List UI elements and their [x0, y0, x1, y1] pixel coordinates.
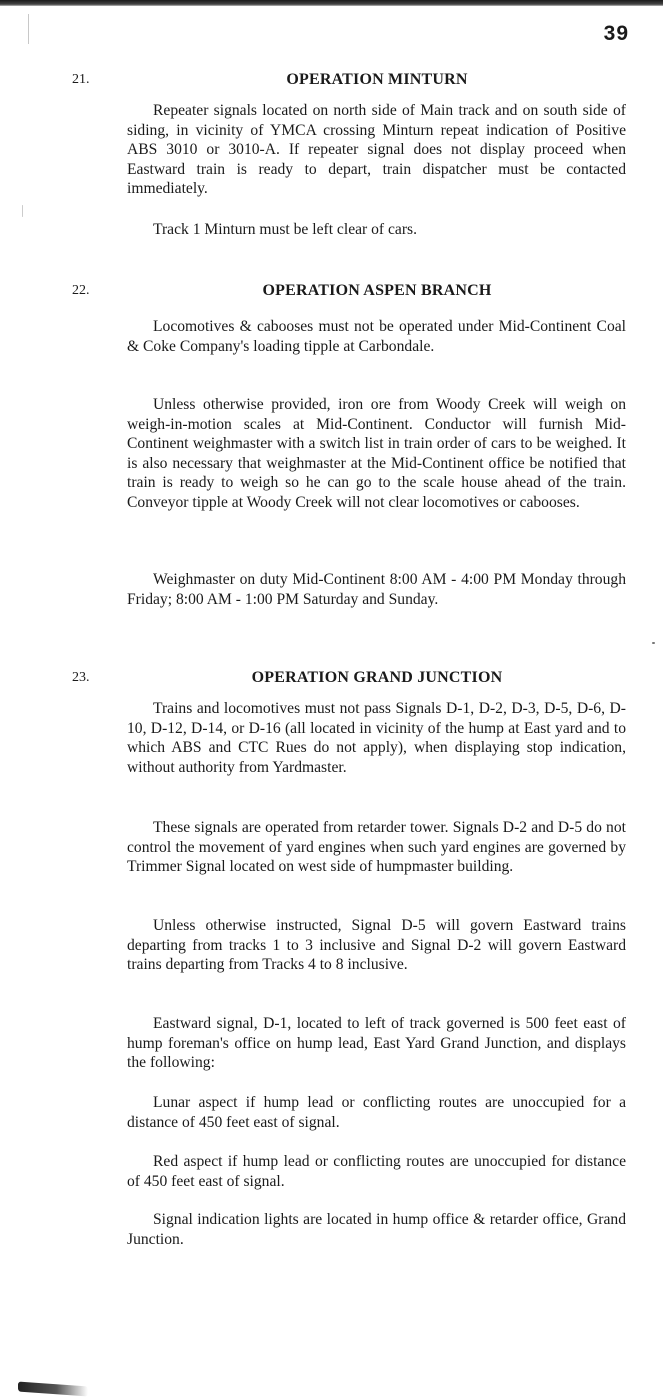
paragraph: Repeater signals located on north side of Main track and on south side of siding, in vicinity of YMCA crossing Minturn repeat indication of Positive ABS 3010 or 3010-A. If repeater signal does not display proceed when Eastward train is ready to depart, train dispatcher must be contacted immediately.	[127, 102, 626, 198]
scan-speck	[22, 205, 23, 217]
page-bottom-edge	[18, 1382, 88, 1397]
page-number: 39	[603, 22, 629, 45]
paragraph: Signal indication lights are located in hump office & retarder office, Grand Junction.	[127, 1211, 626, 1248]
page-top-edge	[0, 0, 663, 6]
paragraph: These signals are operated from retarder tower. Signals D-2 and D-5 do not control the movement of yard engines when such yard engines are governed by Trimmer Signal located on west side of humpmaster building.	[127, 819, 626, 876]
section-title: OPERATION GRAND JUNCTION	[251, 669, 503, 686]
paragraph: Unless otherwise instructed, Signal D-5 will govern Eastward trains departing from tracks 1 to 3 inclusive and Signal D-2 will govern Eastward trains departing from Tracks 4 to 8 inclusive.	[127, 917, 626, 974]
section-title: OPERATION MINTURN	[286, 71, 468, 88]
section-title: OPERATION ASPEN BRANCH	[262, 282, 492, 299]
scan-speck	[652, 642, 655, 644]
paragraph: Track 1 Minturn must be left clear of cars.	[153, 221, 418, 238]
paragraph: Locomotives & cabooses must not be operated under Mid-Continent Coal & Coke Company's loading tipple at Carbondale.	[127, 318, 626, 355]
section-number: 22.	[72, 283, 90, 298]
paragraph: Eastward signal, D-1, located to left of track governed is 500 feet east of hump foreman's office on hump lead, East Yard Grand Junction, and displays the following:	[127, 1015, 626, 1072]
paragraph: Weighmaster on duty Mid-Continent 8:00 AM - 4:00 PM Monday through Friday; 8:00 AM - 1:00 PM Saturday and Sunday.	[127, 571, 626, 608]
paragraph: Trains and locomotives must not pass Signals D-1, D-2, D-3, D-5, D-6, D-10, D-12, D-14, or D-16 (all located in vicinity of the hump at East yard and to which ABS and CTC Rues do not apply), when displaying stop indication, without authority from Yardmaster.	[127, 700, 626, 776]
section-number: 21.	[72, 72, 90, 87]
paragraph: Unless otherwise provided, iron ore from Woody Creek will weigh on weigh-in-motion scales at Mid-Continent. Conductor will furnish Mid-Continent weighmaster with a switch list in train order of cars to be weighed. It is also necessary that weighmaster at the Mid-Continent office be notified that train is ready to weigh so he can go to the scale house ahead of the train. Conveyor tipple at Woody Creek will not clear locomotives or cabooses.	[127, 396, 626, 511]
scan-edge-mark	[28, 14, 29, 44]
paragraph: Red aspect if hump lead or conflicting routes are unoccupied for distance of 450 feet east of signal.	[127, 1153, 626, 1190]
paragraph: Lunar aspect if hump lead or conflicting routes are unoccupied for a distance of 450 feet east of signal.	[127, 1094, 626, 1131]
section-number: 23.	[72, 670, 90, 685]
